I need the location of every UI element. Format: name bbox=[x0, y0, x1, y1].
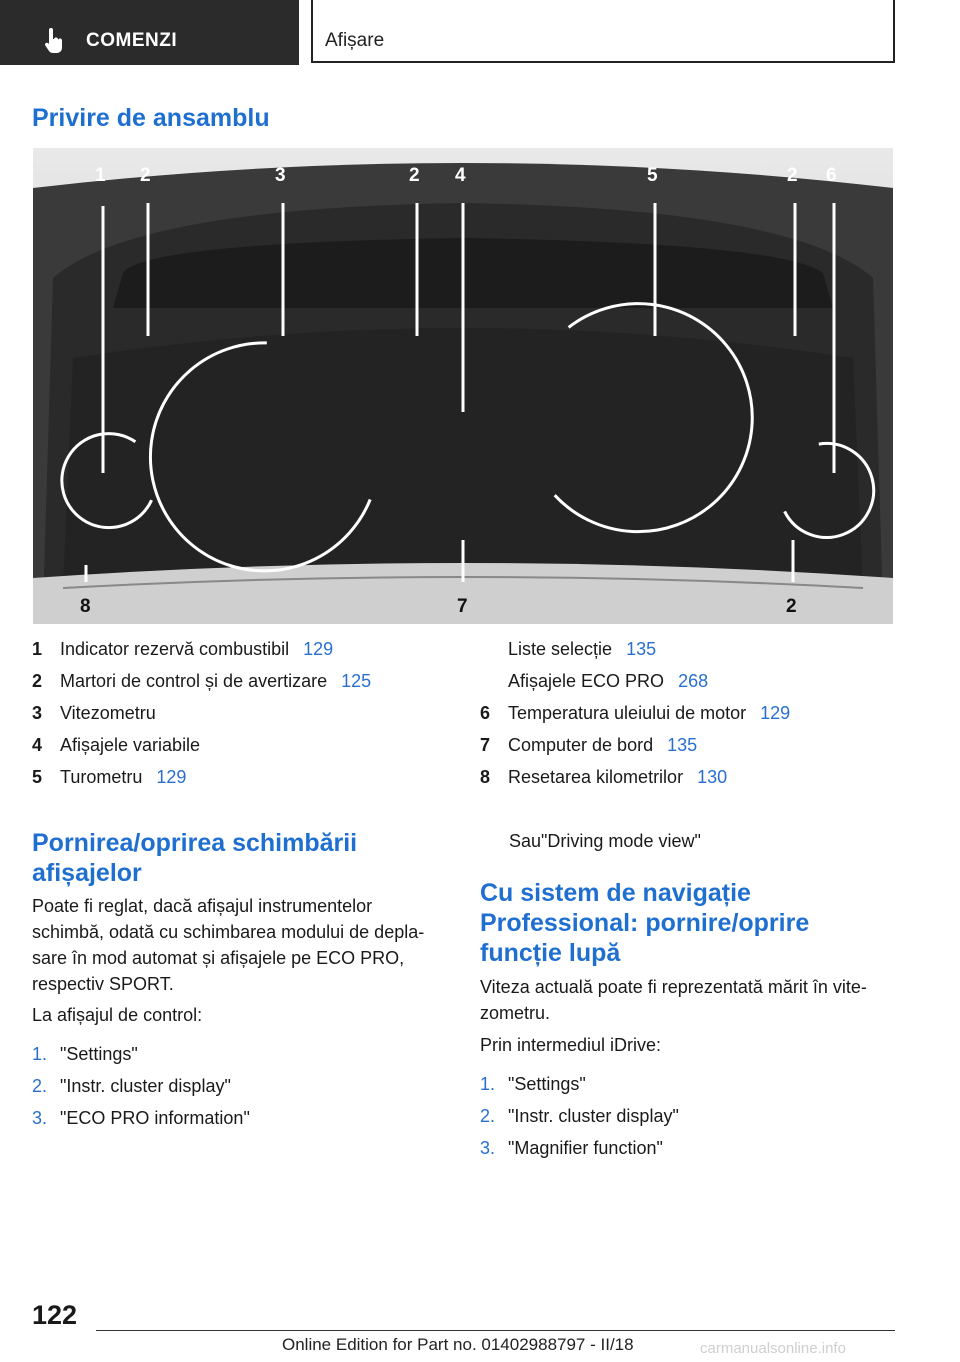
list-item: 3. "Magnifier function" bbox=[480, 1138, 663, 1158]
list-item: 1. "Settings" bbox=[32, 1044, 138, 1064]
legend-item: Afișajele ECO PRO 268 bbox=[480, 665, 790, 697]
callout-2a: 2 bbox=[140, 165, 151, 186]
legend-item: 6 Temperatura uleiului de motor 129 bbox=[480, 697, 790, 729]
list-item: 1. "Settings" bbox=[480, 1074, 586, 1094]
legend-item: 5 Turometru 129 bbox=[32, 761, 371, 793]
callout-2c: 2 bbox=[787, 165, 798, 186]
section-label: COMENZI bbox=[86, 30, 178, 51]
callout-3: 3 bbox=[275, 165, 286, 186]
section-tab[interactable] bbox=[0, 0, 299, 65]
watermark: carmanualsonline.info bbox=[700, 1340, 846, 1357]
page-ref-link[interactable]: 268 bbox=[678, 671, 709, 691]
legend-item: 3 Vitezometru bbox=[32, 703, 156, 723]
instrument-cluster-figure bbox=[33, 148, 893, 624]
section-heading: Pornirea/oprirea schimbării afișajelor bbox=[32, 829, 358, 887]
legend-item: 4 Afișajele variabile bbox=[32, 735, 201, 755]
callout-7: 7 bbox=[457, 596, 468, 617]
page-ref-link[interactable]: 130 bbox=[697, 767, 728, 787]
cluster-illustration bbox=[33, 148, 893, 624]
page-ref-link[interactable]: 135 bbox=[626, 639, 657, 659]
legend-left bbox=[32, 633, 371, 793]
steps-list bbox=[32, 1038, 250, 1134]
callout-2b: 2 bbox=[409, 165, 420, 186]
section-intro: La afișajul de control: bbox=[32, 1005, 203, 1025]
page-ref-link[interactable]: 125 bbox=[341, 671, 372, 691]
list-item: 2. "Instr. cluster display" bbox=[480, 1106, 679, 1126]
page-ref-link[interactable]: 129 bbox=[760, 703, 791, 723]
legend-item: 2 Martori de control și de avertizare 125 bbox=[32, 665, 371, 697]
list-item: 3. "ECO PRO information" bbox=[32, 1108, 250, 1128]
hand-pointer-icon bbox=[44, 28, 64, 54]
section-body: Poate fi reglat, dacă afișajul instrumentelor schimbă, odată cu schimbarea modului de depla-sare în mod automat și afișajele pe ECO PRO, respectiv SPORT. bbox=[32, 896, 425, 994]
legend-item: 8 Resetarea kilometrilor 130 bbox=[480, 761, 790, 793]
legend-item: 1 Indicator rezervă combustibil 129 bbox=[32, 633, 371, 665]
section-heading: Cu sistem de navigație Professional: pornire/oprire funcție lupă bbox=[480, 879, 810, 967]
legend-right bbox=[480, 633, 790, 793]
page-ref-link[interactable]: 135 bbox=[667, 735, 698, 755]
callout-6: 6 bbox=[826, 165, 837, 186]
page-number: 122 bbox=[32, 1300, 78, 1330]
steps-list bbox=[480, 1068, 679, 1164]
footer-divider bbox=[96, 1330, 895, 1331]
callout-8: 8 bbox=[80, 596, 91, 617]
section-body: Viteza actuală poate fi reprezentată mărit în vite-zometru. bbox=[480, 977, 867, 1023]
page-ref-link[interactable]: 129 bbox=[156, 767, 187, 787]
callout-1: 1 bbox=[95, 165, 106, 186]
section-intro: Prin intermediul iDrive: bbox=[480, 1035, 662, 1055]
legend-item: 7 Computer de bord 135 bbox=[480, 729, 790, 761]
page-ref-link[interactable]: 129 bbox=[303, 639, 334, 659]
callout-4: 4 bbox=[455, 165, 466, 186]
legend-item: Liste selecție 135 bbox=[480, 633, 790, 665]
continuation-text: Sau"Driving mode view" bbox=[509, 831, 701, 851]
footer-text: Online Edition for Part no. 01402988797 - II/18 bbox=[282, 1335, 634, 1354]
callout-5: 5 bbox=[647, 165, 658, 186]
callout-2d: 2 bbox=[786, 596, 797, 617]
page-title: Privire de ansamblu bbox=[32, 104, 270, 132]
topic-label: Afișare bbox=[325, 30, 385, 51]
list-item: 2. "Instr. cluster display" bbox=[32, 1076, 231, 1096]
topic-header bbox=[311, 0, 895, 63]
